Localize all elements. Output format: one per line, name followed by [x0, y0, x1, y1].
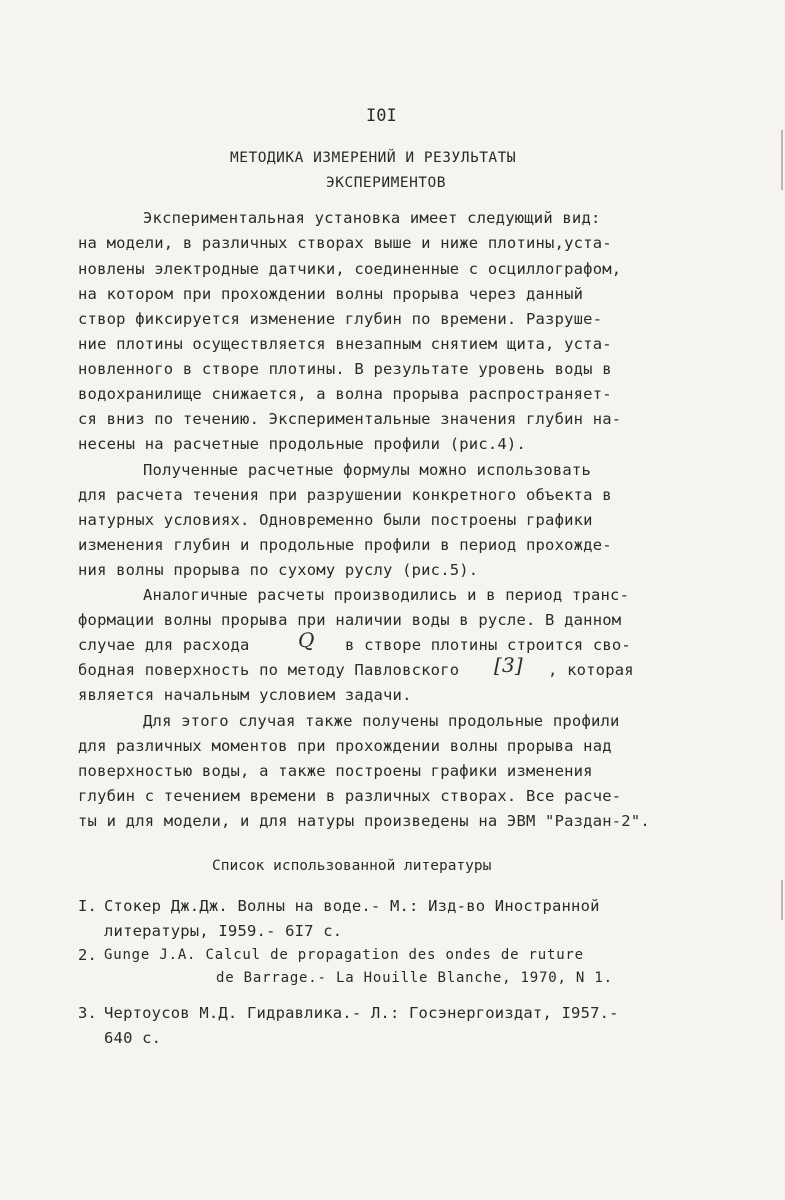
body-line: на котором при прохождении волны прорыва через данный: [78, 285, 584, 303]
body-line: , которая: [548, 661, 634, 679]
body-line: Аналогичные расчеты производились и в период транс-: [143, 586, 630, 604]
scan-edge-mark: [781, 130, 783, 190]
body-line: ния волны прорыва по сухому руслу (рис.5).: [78, 561, 479, 579]
body-line: формации волны прорыва при наличии воды в русле. В данном: [78, 611, 622, 629]
reference-text: de Barrage.- La Houille Blanche, 1970, N 1.: [216, 970, 613, 986]
body-line: является начальным условием задачи.: [78, 686, 412, 704]
reference-text: 640 с.: [104, 1029, 162, 1047]
body-line: изменения глубин и продольные профили в период прохожде-: [78, 536, 612, 554]
body-line: поверхностью воды, а также построены графики изменения: [78, 762, 593, 780]
body-line: глубин с течением времени в различных створах. Все расче-: [78, 787, 622, 805]
body-line: для различных моментов при прохождении волны прорыва над: [78, 737, 612, 755]
reference-number: 2.: [78, 946, 98, 964]
body-line: ты и для модели, и для натуры произведены на ЭВМ "Раздан-2".: [78, 812, 650, 830]
body-line: натурных условиях. Одновременно были построены графики: [78, 511, 593, 529]
body-line: Экспериментальная установка имеет следующий вид:: [143, 209, 601, 227]
body-line: водохранилище снижается, а волна прорыва распространяет-: [78, 385, 612, 403]
body-line: Полученные расчетные формулы можно использовать: [143, 461, 591, 479]
section-heading-line2: ЭКСПЕРИМЕНТОВ: [326, 175, 446, 191]
body-line: Для этого случая также получены продольные профили: [143, 712, 620, 730]
body-line: створ фиксируется изменение глубин по времени. Разруше-: [78, 310, 603, 328]
body-line: ся вниз по течению. Экспериментальные значения глубин на-: [78, 410, 622, 428]
references-title: Список использованной литературы: [212, 858, 492, 874]
body-line: на модели, в различных створах выше и ниже плотины,уста-: [78, 234, 612, 252]
body-line: для расчета течения при разрушении конкретного объекта в: [78, 486, 612, 504]
reference-text: Gunge J.A. Calcul de propagation des ondes de ruture: [104, 947, 584, 963]
body-line: новленного в створе плотины. В результате уровень воды в: [78, 360, 612, 378]
handwritten-symbol-q: Q: [298, 628, 315, 652]
reference-text: литературы, I959.- 6I7 с.: [104, 922, 343, 940]
body-line: случае для расхода: [78, 636, 250, 654]
reference-text: Чертоусов М.Д. Гидравлика.- Л.: Госэнергоиздат, I957.-: [104, 1004, 619, 1022]
body-line: несены на расчетные продольные профили (рис.4).: [78, 435, 526, 453]
body-line: бодная поверхность по методу Павловского: [78, 661, 460, 679]
page-number: I0I: [366, 106, 397, 126]
handwritten-citation: [3]: [494, 653, 523, 677]
scan-edge-mark: [781, 880, 783, 920]
reference-text: Стокер Дж.Дж. Волны на воде.- М.: Изд-во Иностранной: [104, 897, 600, 915]
reference-number: I.: [78, 897, 98, 915]
body-line: ние плотины осуществляется внезапным снятием щита, уста-: [78, 335, 612, 353]
section-heading-line1: МЕТОДИКА ИЗМЕРЕНИЙ И РЕЗУЛЬТАТЫ: [230, 150, 517, 166]
reference-number: 3.: [78, 1004, 98, 1022]
body-line: в створе плотины строится сво-: [345, 636, 631, 654]
body-line: новлены электродные датчики, соединенные с осциллографом,: [78, 260, 622, 278]
